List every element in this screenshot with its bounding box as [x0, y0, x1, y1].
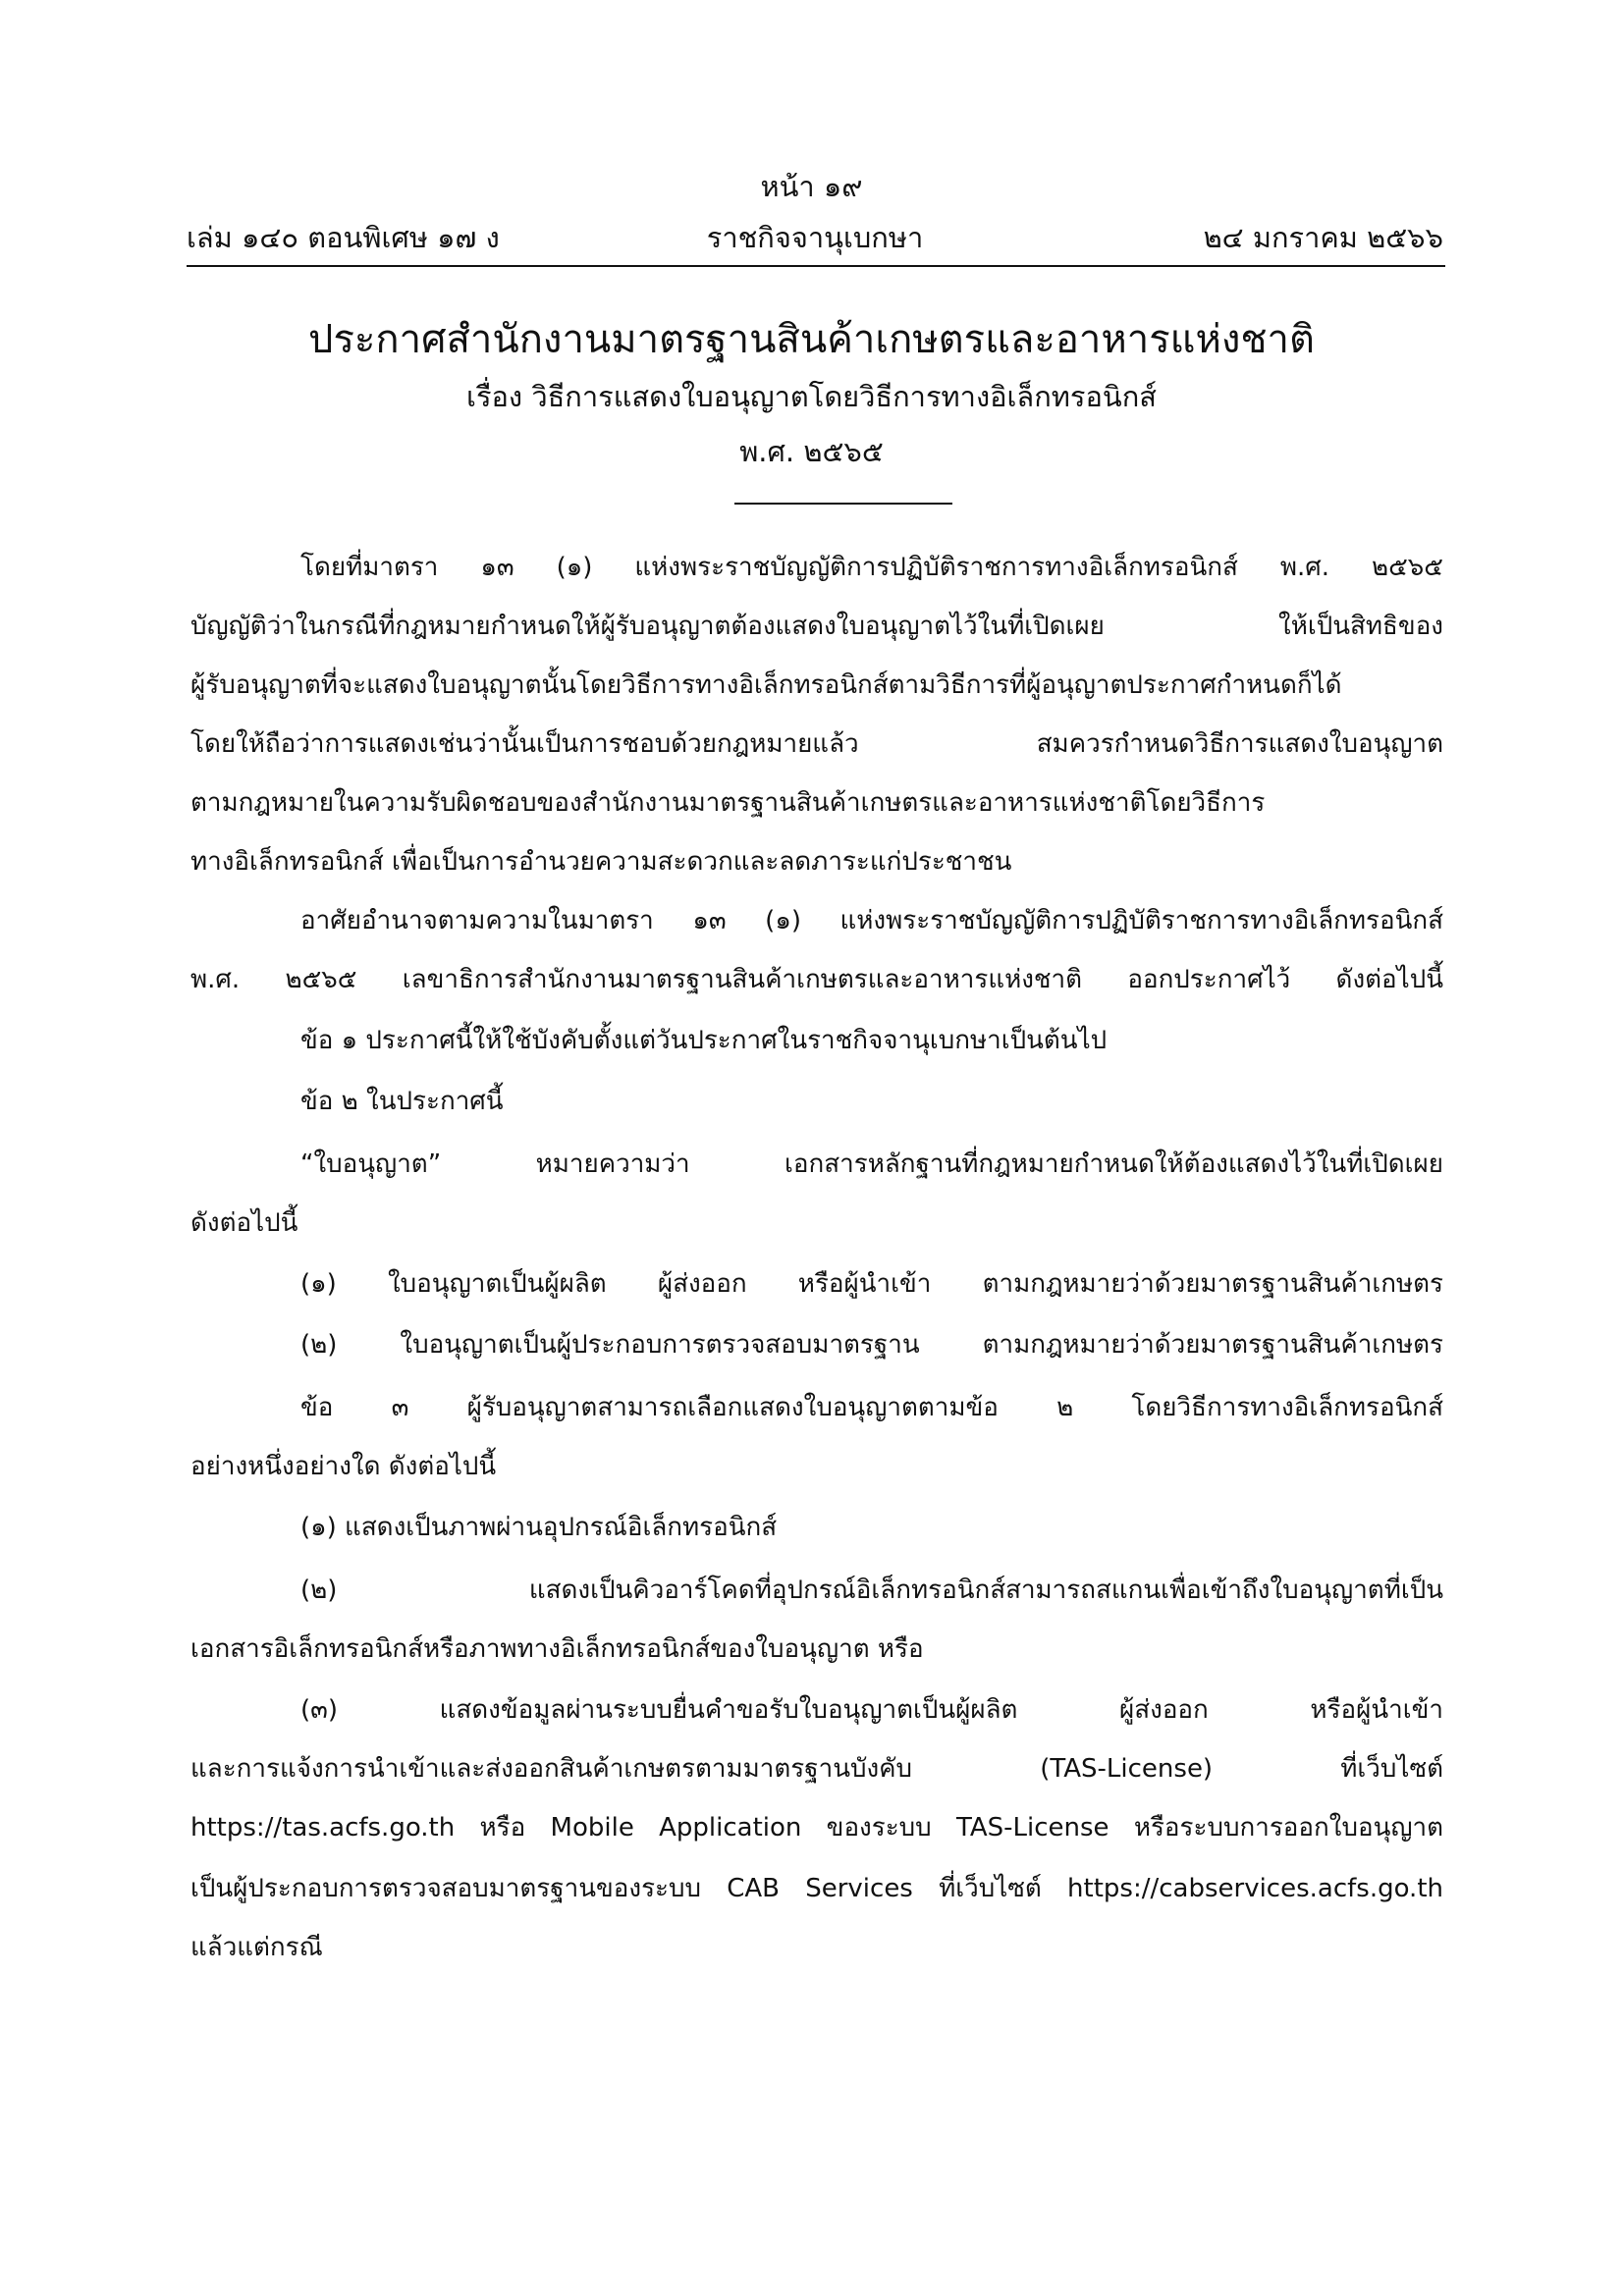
announcement-title: ประกาศสำนักงานมาตรฐานสินค้าเกษตรและอาหารแห่งชาติ	[308, 317, 1315, 362]
header-divider	[187, 265, 1445, 267]
volume-info: เล่ม ๑๔๐ ตอนพิเศษ ๑๗ ง	[187, 221, 500, 254]
body-line: พ.ศ. ๒๕๖๕ เลขาธิการสำนักงานมาตรฐานสินค้าเกษตรและอาหารแห่งชาติ ออกประกาศไว้ ดังต่อไปนี้	[190, 965, 1443, 994]
issue-date: ๒๔ มกราคม ๒๕๖๖	[1203, 221, 1443, 254]
body-line: (๒) ใบอนุญาตเป็นผู้ประกอบการตรวจสอบมาตรฐาน ตามกฎหมายว่าด้วยมาตรฐานสินค้าเกษตร	[300, 1330, 1443, 1360]
body-line: ข้อ ๑ ประกาศนี้ให้ใช้บังคับตั้งแต่วันประกาศในราชกิจจานุเบกษาเป็นต้นไป	[300, 1026, 1108, 1055]
announcement-year: พ.ศ. ๒๕๖๕	[739, 435, 884, 468]
body-line: “ใบอนุญาต” หมายความว่า เอกสารหลักฐานที่กฎหมายกำหนดให้ต้องแสดงไว้ในที่เปิดเผย	[300, 1149, 1443, 1179]
running-header	[187, 216, 1443, 259]
gazette-name: ราชกิจจานุเบกษา	[706, 221, 924, 254]
body-line: อย่างหนึ่งอย่างใด ดังต่อไปนี้	[190, 1452, 497, 1481]
body-line: โดยที่มาตรา ๑๓ (๑) แห่งพระราชบัญญัติการปฏิบัติราชการทางอิเล็กทรอนิกส์ พ.ศ. ๒๕๖๕	[300, 553, 1443, 582]
body-line: ข้อ ๒ ในประกาศนี้	[300, 1087, 504, 1116]
body-line: บัญญัติว่าในกรณีที่กฎหมายกำหนดให้ผู้รับอนุญาตต้องแสดงใบอนุญาตไว้ในที่เปิดเผย ให้เป็นสิทธิของ	[190, 612, 1443, 641]
body-line: เป็นผู้ประกอบการตรวจสอบมาตรฐานของระบบ CAB Services ที่เว็บไซต์ https://cabservices.acfs.go.th	[190, 1874, 1443, 1903]
body-line: โดยให้ถือว่าการแสดงเช่นว่านั้นเป็นการชอบด้วยกฎหมายแล้ว สมควรกำหนดวิธีการแสดงใบอนุญาต	[190, 729, 1443, 759]
body-line: และการแจ้งการนำเข้าและส่งออกสินค้าเกษตรตามมาตรฐานบังคับ (TAS-License) ที่เว็บไซต์	[190, 1754, 1443, 1784]
announcement-subject: เรื่อง วิธีการแสดงใบอนุญาตโดยวิธีการทางอิเล็กทรอนิกส์	[466, 380, 1157, 413]
body-line: (๑) ใบอนุญาตเป็นผู้ผลิต ผู้ส่งออก หรือผู้นำเข้า ตามกฎหมายว่าด้วยมาตรฐานสินค้าเกษตร	[300, 1269, 1443, 1299]
body-line: (๒) แสดงเป็นคิวอาร์โคดที่อุปกรณ์อิเล็กทรอนิกส์สามารถสแกนเพื่อเข้าถึงใบอนุญาตที่เป็น	[300, 1575, 1443, 1605]
body-line: แล้วแต่กรณี	[190, 1933, 323, 1962]
body-line: เอกสารอิเล็กทรอนิกส์หรือภาพทางอิเล็กทรอนิกส์ของใบอนุญาต หรือ	[190, 1634, 924, 1664]
body-line: ดังต่อไปนี้	[190, 1208, 298, 1238]
body-line: (๑) แสดงเป็นภาพผ่านอุปกรณ์อิเล็กทรอนิกส์	[300, 1513, 778, 1542]
body-line: https://tas.acfs.go.th หรือ Mobile Application ของระบบ TAS-License หรือระบบการออกใบอนุญาต	[190, 1813, 1443, 1842]
body-line: ข้อ ๓ ผู้รับอนุญาตสามารถเลือกแสดงใบอนุญาตตามข้อ ๒ โดยวิธีการทางอิเล็กทรอนิกส์	[300, 1393, 1443, 1422]
body-line: อาศัยอำนาจตามความในมาตรา ๑๓ (๑) แห่งพระราชบัญญัติการปฏิบัติราชการทางอิเล็กทรอนิกส์	[300, 906, 1443, 935]
page-number: หน้า ๑๙	[760, 170, 863, 203]
body-line: ตามกฎหมายในความรับผิดชอบของสำนักงานมาตรฐานสินค้าเกษตรและอาหารแห่งชาติโดยวิธีการ	[190, 788, 1266, 818]
body-line: (๓) แสดงข้อมูลผ่านระบบยื่นคำขอรับใบอนุญาตเป็นผู้ผลิต ผู้ส่งออก หรือผู้นำเข้า	[300, 1695, 1443, 1725]
title-divider	[734, 503, 952, 505]
body-line: ผู้รับอนุญาตที่จะแสดงใบอนุญาตนั้นโดยวิธีการทางอิเล็กทรอนิกส์ตามวิธีการที่ผู้อนุญาตประกาศกำหนดก็ได้	[190, 670, 1342, 700]
body-line: ทางอิเล็กทรอนิกส์ เพื่อเป็นการอำนวยความสะดวกและลดภาระแก่ประชาชน	[190, 847, 1012, 877]
